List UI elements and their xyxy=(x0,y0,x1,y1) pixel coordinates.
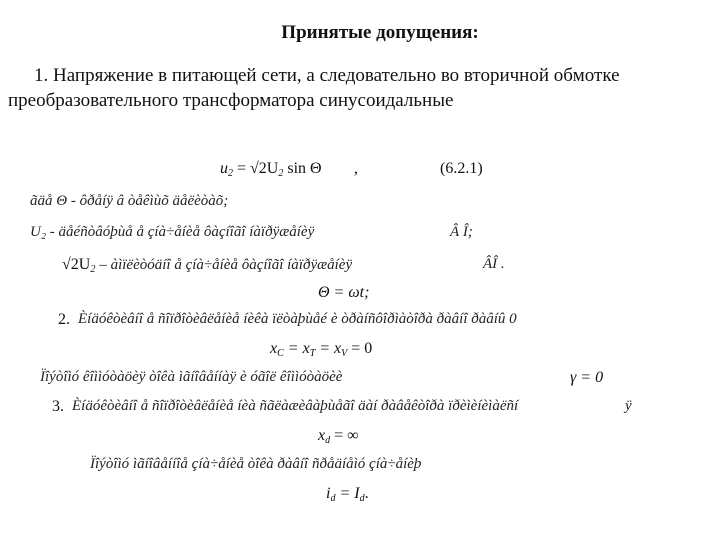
eq1-lhs-sub: 2 xyxy=(228,168,233,179)
eq1-number: (6.2.1) xyxy=(440,160,483,177)
eq1-rhs-sub: 2 xyxy=(278,168,284,179)
eq2-xc-sub: C xyxy=(277,348,284,359)
therefore-line-1: Ïîýòîìó êîììóòàöèÿ òîêà ìãíîâåííàÿ è óãîë êîììóòàöèè xyxy=(40,369,343,385)
paragraph-1 xyxy=(8,63,708,113)
item-3-number: 3. xyxy=(52,398,64,415)
item-3-tail: ÿ xyxy=(625,398,632,414)
eq4-Id-sub: d xyxy=(359,493,365,504)
eq2-zero: = 0 xyxy=(347,340,373,357)
equation-reactances xyxy=(270,340,372,359)
eq1-rhs-post: sin Θ xyxy=(283,160,322,177)
sqrt-sub: 2 xyxy=(90,264,96,275)
eq4-period: . xyxy=(364,485,369,502)
eq2-xt: = x xyxy=(283,340,310,357)
eq3-infinity: = ∞ xyxy=(330,427,359,444)
eq3-xd: x xyxy=(318,427,326,444)
paragraph-1-text: 1. Напряжение в питающей сети, а следовательно во вторичной обмотке преобразовательного трансформатора синусоидальные xyxy=(8,65,620,111)
eq4-Id: = I xyxy=(335,485,360,502)
sqrt-unit: ÂÎ . xyxy=(483,256,505,272)
gamma-equation: γ = 0 xyxy=(570,369,604,386)
theta-definition: ãäå Θ - ôðåíÿ â òåêìùõ äåëèòàõ; xyxy=(30,193,229,209)
eq2-xt-sub: T xyxy=(309,348,316,359)
page-title: Принятые допущения: xyxy=(281,22,479,43)
eq2-xv-sub: V xyxy=(341,348,348,359)
item-2-number: 2. xyxy=(58,311,70,328)
eq4-id-sub: d xyxy=(330,493,336,504)
sqrt-u2-line xyxy=(62,256,352,275)
item-2-text: Èíäóêòèâíî å ñîïðîòèâëåíèå íèêà ïëòàþùåé è òðàíñôîðìàòîðà ðàâíî ðàâíû 0 xyxy=(78,311,517,327)
u2-unit: Â Î; xyxy=(450,224,473,240)
equation-xd xyxy=(318,427,359,446)
item-3-text: Èíäóêòèâíî å ñîïðîòèâëåíèå íèà ñãëàæèâàþùåãî äàí ðàâåêòîðà ïðèìèíèìàëñí xyxy=(72,398,519,414)
eq2-xc: x xyxy=(270,340,278,357)
equation-theta-omega: Θ = ωt; xyxy=(318,284,370,301)
equation-id xyxy=(326,485,369,504)
sqrt-expr: √2U xyxy=(62,256,91,273)
eq3-xd-sub: d xyxy=(325,435,331,446)
equation-6-2-1 xyxy=(220,160,322,179)
eq1-comma: , xyxy=(354,160,358,177)
eq2-xv: = x xyxy=(315,340,342,357)
eq4-id: i xyxy=(326,485,331,502)
therefore-line-2: Ïîýòîìó ìãíîâåííîå çíà÷åíèå òîêà ðàâíî ñðåäíåìó çíà÷åíèþ xyxy=(90,456,422,472)
u2-definition: U₂ - äåéñòâóþùå å çíà÷åíèå ôàçíîãî íàïðÿæåíèÿ xyxy=(30,224,315,240)
eq1-lhs: u xyxy=(220,160,228,177)
sqrt-description: – àìïëèòóäíî å çíà÷åíèå ôàçíîãî íàïðÿæåíèÿ xyxy=(99,257,353,273)
eq1-rhs: = √2U xyxy=(237,160,279,177)
